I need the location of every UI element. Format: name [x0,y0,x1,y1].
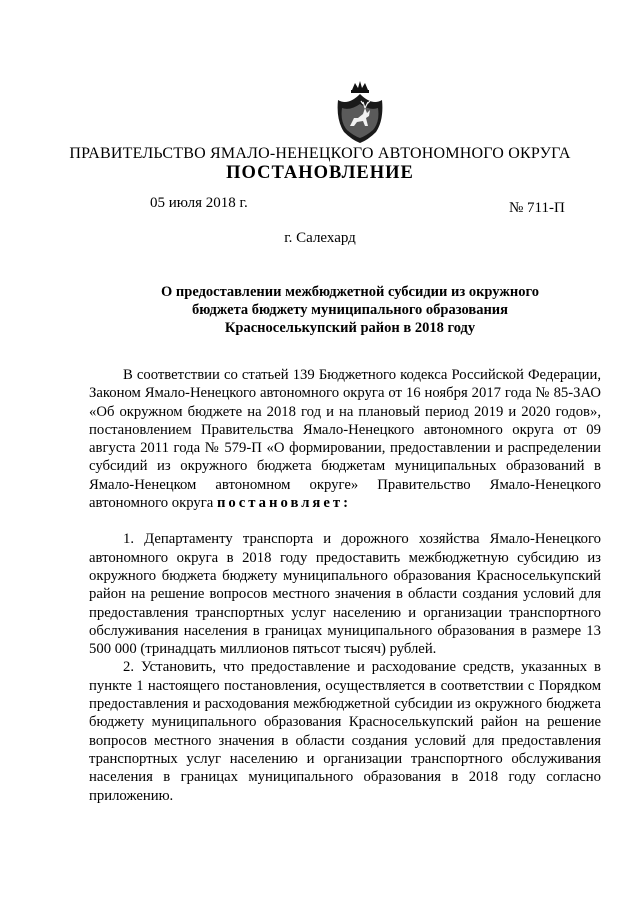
preamble-text: В соответствии со статьей 139 Бюджетного кодекса Российской Федерации, Законом Ямало-Ненецкого автономного округа от 16 ноября 2017 года № 85-ЗАО «Об окружном бюджете на 2018 год и на плановый период 2019 и 2020 годов», постановлением Правительства Ямало-Ненецкого автономного округа от 09 августа 2011 года № 579-П «О формировании, предоставлении и распределении субсидий из окружного бюджета бюджетам муниципальных образований в Ямало-Ненецком автономном округе» Правительство Ямало-Ненецкого автономного округа [89,367,601,512]
document-date: 05 июля 2018 г. [150,195,248,211]
document-title [150,283,550,337]
resolves-word: постановляет: [216,495,352,512]
coat-of-arms-emblem-icon [332,80,388,144]
document-title-line: бюджета бюджету муниципального образования [191,302,509,318]
clause-paragraph: 1. Департаменту транспорта и дорожного хозяйства Ямало-Ненецкого автономного округа в 2018 году предоставить межбюджетную субсидию из окружного бюджета бюджету муниципального образования Красноселькупский район на решение вопросов местного значения в области создания условий для предоставления транспортных услуг населению и организации транспортного обслуживания населения в границах муниципального образования в размере 13 500 000 (тринадцать миллионов пятьсот тысяч) рублей. [89,531,601,658]
document-type: ПОСТАНОВЛЕНИЕ [226,163,414,183]
government-title: ПРАВИТЕЛЬСТВО ЯМАЛО-НЕНЕЦКОГО АВТОНОМНОГО ОКРУГА [69,145,571,162]
document-title-line: О предоставлении межбюджетной субсидии из окружного [161,284,539,300]
document-number: № 711-П [509,200,565,216]
clause-paragraph: 2. Установить, что предоставление и расходование средств, указанных в пункте 1 настоящего постановления, осуществляется в соответствии с Порядком предоставления и расходования межбюджетной субсидии из окружного бюджета бюджету муниципального образования Красноселькупский район на решение вопросов местного значения в области создания условий для предоставления транспортных услуг населению и организации транспортного обслуживания населения в границах муниципального образования в 2018 году согласно приложению. [89,659,601,804]
document-city: г. Салехард [284,230,356,246]
document-title-line: Красноселькупский район в 2018 году [224,320,476,336]
document-body [89,366,601,805]
preamble-paragraph [89,366,601,512]
